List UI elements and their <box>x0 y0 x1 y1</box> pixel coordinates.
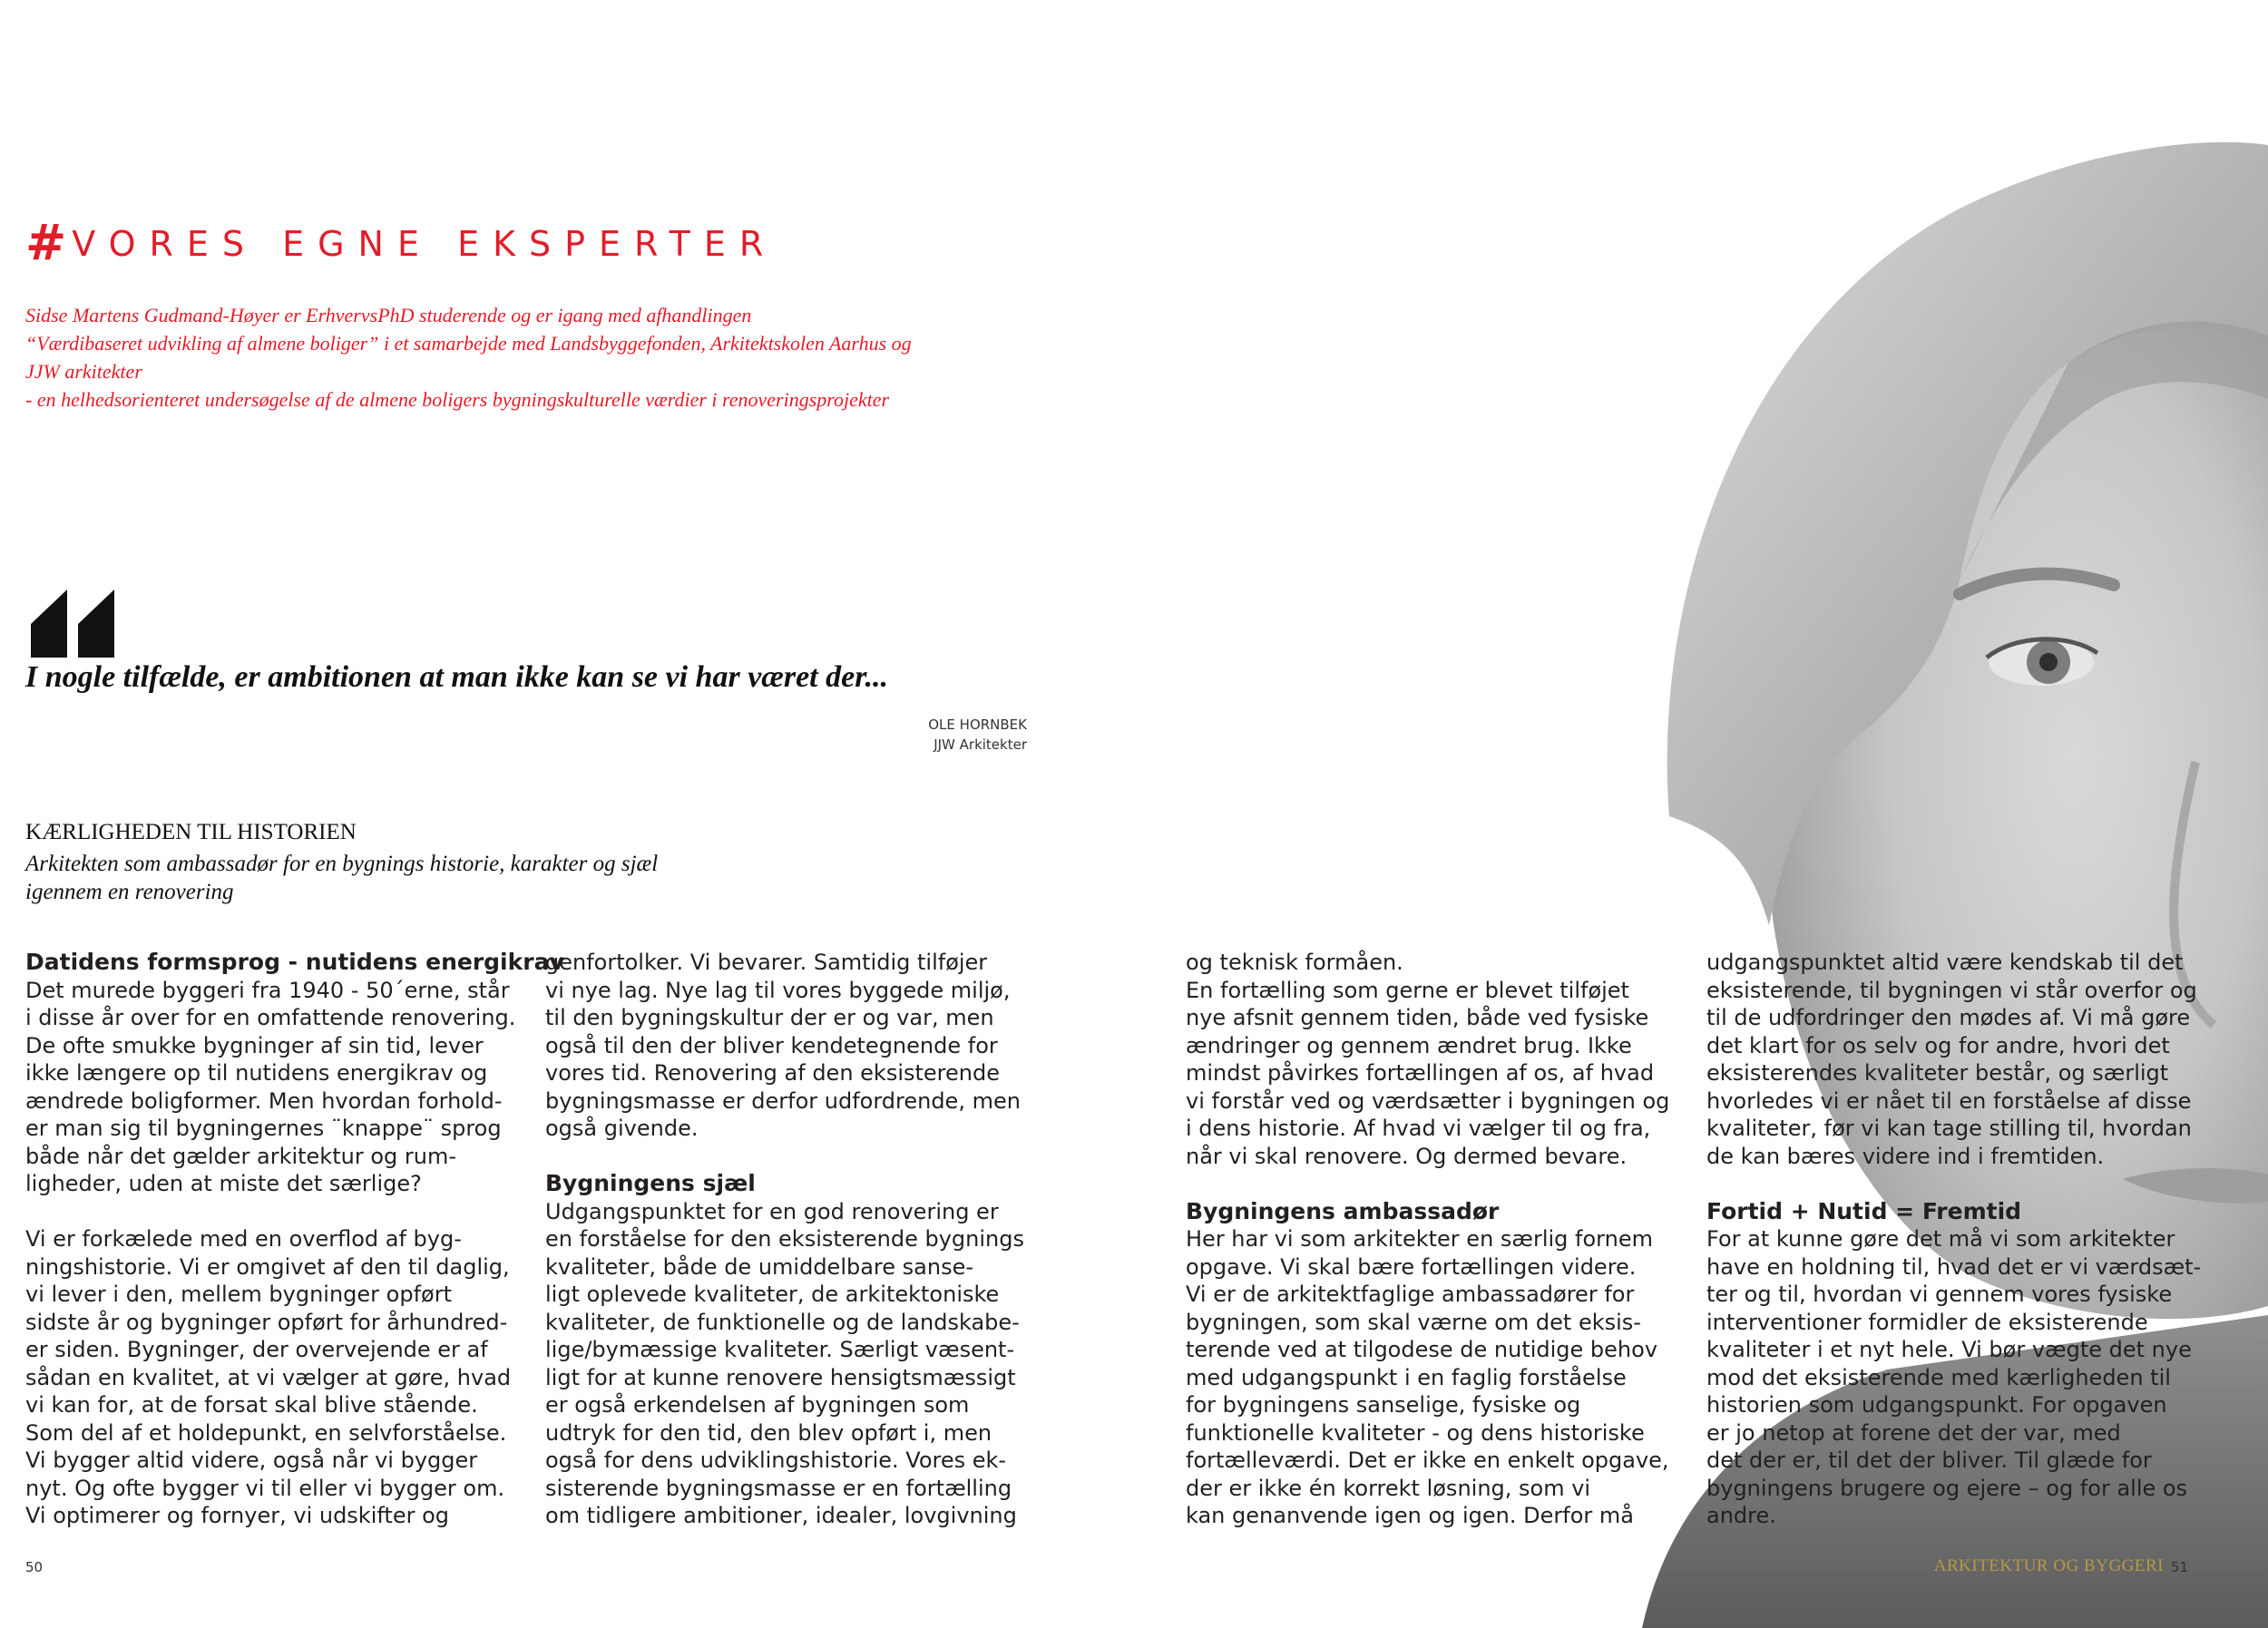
body-line: også givende. <box>545 1116 699 1141</box>
intro-line: JJW arkitekter <box>25 360 142 383</box>
body-line: en forståelse for den eksisterende bygnings <box>545 1226 1024 1252</box>
body-line: og teknisk formåen. <box>1186 950 1403 975</box>
paragraph-gap <box>545 1143 1024 1171</box>
paragraph-gap <box>1706 1170 2201 1198</box>
body-line: De ofte smukke bygninger af sin tid, lever <box>25 1032 484 1058</box>
intro-line: Sidse Martens Gudmand-Høyer er ErhvervsPhD studerende og er igang med afhandlingen <box>25 304 752 327</box>
body-line: mod det eksisterende med kærligheden til <box>1706 1364 2171 1390</box>
body-column-1 <box>25 949 564 1530</box>
body-line: bygningsmasse er derfor udfordrende, men <box>545 1087 1021 1114</box>
body-column-3 <box>1186 949 1669 1530</box>
body-column-2 <box>545 949 1024 1530</box>
body-line: kan genanvende igen og igen. Derfor må <box>1186 1503 1634 1528</box>
body-line: til den bygningskultur der er og var, men <box>545 1005 994 1030</box>
body-line: fortælleværdi. Det er ikke en enkelt opgave, <box>1186 1448 1669 1473</box>
body-line: med udgangspunkt i en faglig forståelse <box>1186 1364 1627 1390</box>
body-line: Vi er forkælede med en overflod af byg- <box>25 1226 462 1252</box>
body-line: andre. <box>1706 1503 1776 1528</box>
column-subheading: Bygningens ambassadør <box>1186 1197 1500 1224</box>
body-line: ligheder, uden at miste det særlige? <box>25 1171 422 1196</box>
body-line: i disse år over for en omfattende renovering. <box>25 1005 516 1030</box>
intro-line: - en helhedsorienteret undersøgelse af de almene boligers bygningskulturelle værdier i renoveringsprojekter <box>25 388 890 411</box>
body-line: også for dens udviklingshistorie. Vores ek- <box>545 1448 1007 1473</box>
body-line: funktionelle kvaliteter - og dens historiske <box>1186 1419 1645 1446</box>
body-line: udgangspunktet altid være kendskab til det <box>1706 950 2184 975</box>
intro-paragraph <box>25 301 1114 414</box>
body-line: kvaliteter, før vi kan tage stilling til, hvordan <box>1706 1116 2192 1141</box>
body-line: For at kunne gøre det må vi som arkitekter <box>1706 1226 2175 1252</box>
body-line: er man sig til bygningernes ¨knappe¨ sprog <box>25 1116 502 1141</box>
body-line: kvaliteter, de funktionelle og de landskabe- <box>545 1309 1020 1335</box>
body-line: eksisterende, til bygningen vi står overfor og <box>1706 977 2197 1003</box>
body-line: Udgangspunktet for en god renovering er <box>545 1198 999 1224</box>
body-line: også til den der bliver kendetegnende for <box>545 1032 998 1058</box>
body-line: udtryk for den tid, den blev opført i, men <box>545 1419 992 1446</box>
body-line: om tidligere ambitioner, idealer, lovgivning <box>545 1503 1017 1528</box>
body-line: opgave. Vi skal bære fortællingen videre. <box>1186 1253 1637 1280</box>
body-line: vi lever i den, mellem bygninger opført <box>25 1282 453 1307</box>
body-line: er siden. Bygninger, der overvejende er af <box>25 1337 488 1362</box>
body-line: Vi optimerer og fornyer, vi udskifter og <box>25 1503 449 1528</box>
body-line: det der er, til det der bliver. Til glæde for <box>1706 1448 2152 1473</box>
paragraph-gap <box>25 1198 564 1226</box>
body-line: vi forstår ved og værdsætter i bygningen og <box>1186 1087 1670 1114</box>
body-line: nyt. Og ofte bygger vi til eller vi bygger om. <box>25 1475 505 1501</box>
body-line: det klart for os selv og for andre, hvori det <box>1706 1032 2170 1058</box>
body-line: Vi bygger altid videre, også når vi bygger <box>25 1448 478 1473</box>
body-line: der er ikke én korrekt løsning, som vi <box>1186 1475 1591 1501</box>
body-line: historien som udgangspunkt. For opgaven <box>1706 1392 2167 1418</box>
body-line: have en holdning til, hvad det er vi værdsæt- <box>1706 1253 2202 1280</box>
body-line: både når det gælder arkitektur og rum- <box>25 1143 456 1169</box>
quote-mark-icon <box>31 590 122 658</box>
body-column-4 <box>1706 949 2201 1530</box>
column-subheading: Fortid + Nutid = Fremtid <box>1706 1197 2022 1224</box>
body-line: nye afsnit gennem tiden, både ved fysiske <box>1186 1005 1649 1030</box>
body-line: kvaliteter i et nyt hele. Vi bør vægte det nye <box>1706 1337 2192 1362</box>
body-line: ligt for at kunne renovere hensigtsmæssigt <box>545 1364 1016 1390</box>
body-line: vi nye lag. Nye lag til vores byggede miljø, <box>545 977 1011 1003</box>
page-number-right: 51 <box>2170 1559 2188 1575</box>
article-subheading <box>25 850 658 906</box>
body-line: er jo netop at forene det der var, med <box>1706 1419 2121 1446</box>
body-line: genfortolker. Vi bevarer. Samtidig tilføjer <box>545 950 988 975</box>
body-line: Det murede byggeri fra 1940 - 50´erne, står <box>25 977 510 1003</box>
subheading-line: Arkitekten som ambassadør for en bygnings historie, karakter og sjæl <box>25 852 659 876</box>
paragraph-gap <box>1186 1170 1669 1198</box>
body-line: er også erkendelsen af bygningen som <box>545 1392 970 1418</box>
body-line: ændrede boligformer. Men hvordan forhold- <box>25 1087 503 1114</box>
body-line: hvorledes vi er nået til en forståelse af disse <box>1706 1087 2192 1114</box>
body-line: eksisterendes kvaliteter består, og særligt <box>1706 1060 2169 1086</box>
body-line: når vi skal renovere. Og dermed bevare. <box>1186 1143 1628 1169</box>
column-subheading: Datidens formsprog - nutidens energikrav <box>25 949 564 975</box>
body-line: ændringer og gennem ændret brug. Ikke <box>1186 1032 1632 1058</box>
body-line: bygningens brugere og ejere – og for alle os <box>1706 1475 2188 1501</box>
section-title <box>25 210 777 271</box>
body-line: En fortælling som gerne er blevet tilføjet <box>1186 977 1629 1003</box>
body-line: lige/bymæssige kvaliteter. Særligt væsent- <box>545 1337 1015 1362</box>
body-line: i dens historie. Af hvad vi vælger til og fra, <box>1186 1116 1651 1141</box>
body-line: terende ved at tilgodese de nutidige behov <box>1186 1337 1658 1362</box>
body-line: kvaliteter, både de umiddelbare sanse- <box>545 1253 974 1280</box>
body-line: mindst påvirkes fortællingen af os, af hvad <box>1186 1060 1655 1086</box>
hash-mark: # <box>25 214 73 271</box>
body-line: ligt oplevede kvaliteter, de arkitektoniske <box>545 1282 1000 1307</box>
quote-author: OLE HORNBEK <box>928 717 1027 733</box>
body-line: ikke længere op til nutidens energikrav og <box>25 1060 488 1086</box>
body-line: vores tid. Renovering af den eksisterende <box>545 1060 1000 1086</box>
body-line: Som del af et holdepunkt, en selvforståelse. <box>25 1419 507 1446</box>
quote-byline <box>928 715 1027 755</box>
body-line: sidste år og bygninger opført for århundred- <box>25 1309 508 1335</box>
column-subheading: Bygningens sjæl <box>545 1170 756 1196</box>
intro-line: “Værdibaseret udvikling af almene boliger” i et samarbejde med Landsbyggefonden, Arkitektskolen Aarhus og <box>25 332 912 355</box>
section-title-text: VORES EGNE EKSPERTER <box>72 224 777 264</box>
body-line: ningshistorie. Vi er omgivet af den til daglig, <box>25 1253 510 1280</box>
subheading-line: igennem en renovering <box>25 880 234 904</box>
quote-company: JJW Arkitekter <box>934 736 1027 753</box>
page-number-left: 50 <box>25 1559 44 1575</box>
body-line: til de udfordringer den mødes af. Vi må gøre <box>1706 1005 2191 1030</box>
body-line: Her har vi som arkitekter en særlig fornem <box>1186 1226 1653 1252</box>
body-line: ter og til, hvordan vi gennem vores fysiske <box>1706 1282 2173 1307</box>
body-line: de kan bæres videre ind i fremtiden. <box>1706 1143 2105 1169</box>
body-line: bygningen, som skal værne om det eksis- <box>1186 1309 1641 1335</box>
body-line: interventioner formidler de eksisterende <box>1706 1309 2148 1335</box>
article-heading: KÆRLIGHEDEN TIL HISTORIEN <box>25 820 357 844</box>
body-line: for bygningens sanselige, fysiske og <box>1186 1392 1581 1418</box>
running-title: ARKITEKTUR OG BYGGERI <box>1933 1556 2164 1575</box>
body-line: Vi er de arkitektfaglige ambassadører for <box>1186 1282 1635 1307</box>
body-line: sisterende bygningsmasse er en fortælling <box>545 1475 1012 1501</box>
body-line: sådan en kvalitet, at vi vælger at gøre, hvad <box>25 1364 512 1390</box>
body-line: vi kan for, at de forsat skal blive stående. <box>25 1392 478 1418</box>
pull-quote: I nogle tilfælde, er ambitionen at man ikke kan se vi har været der... <box>25 660 889 694</box>
